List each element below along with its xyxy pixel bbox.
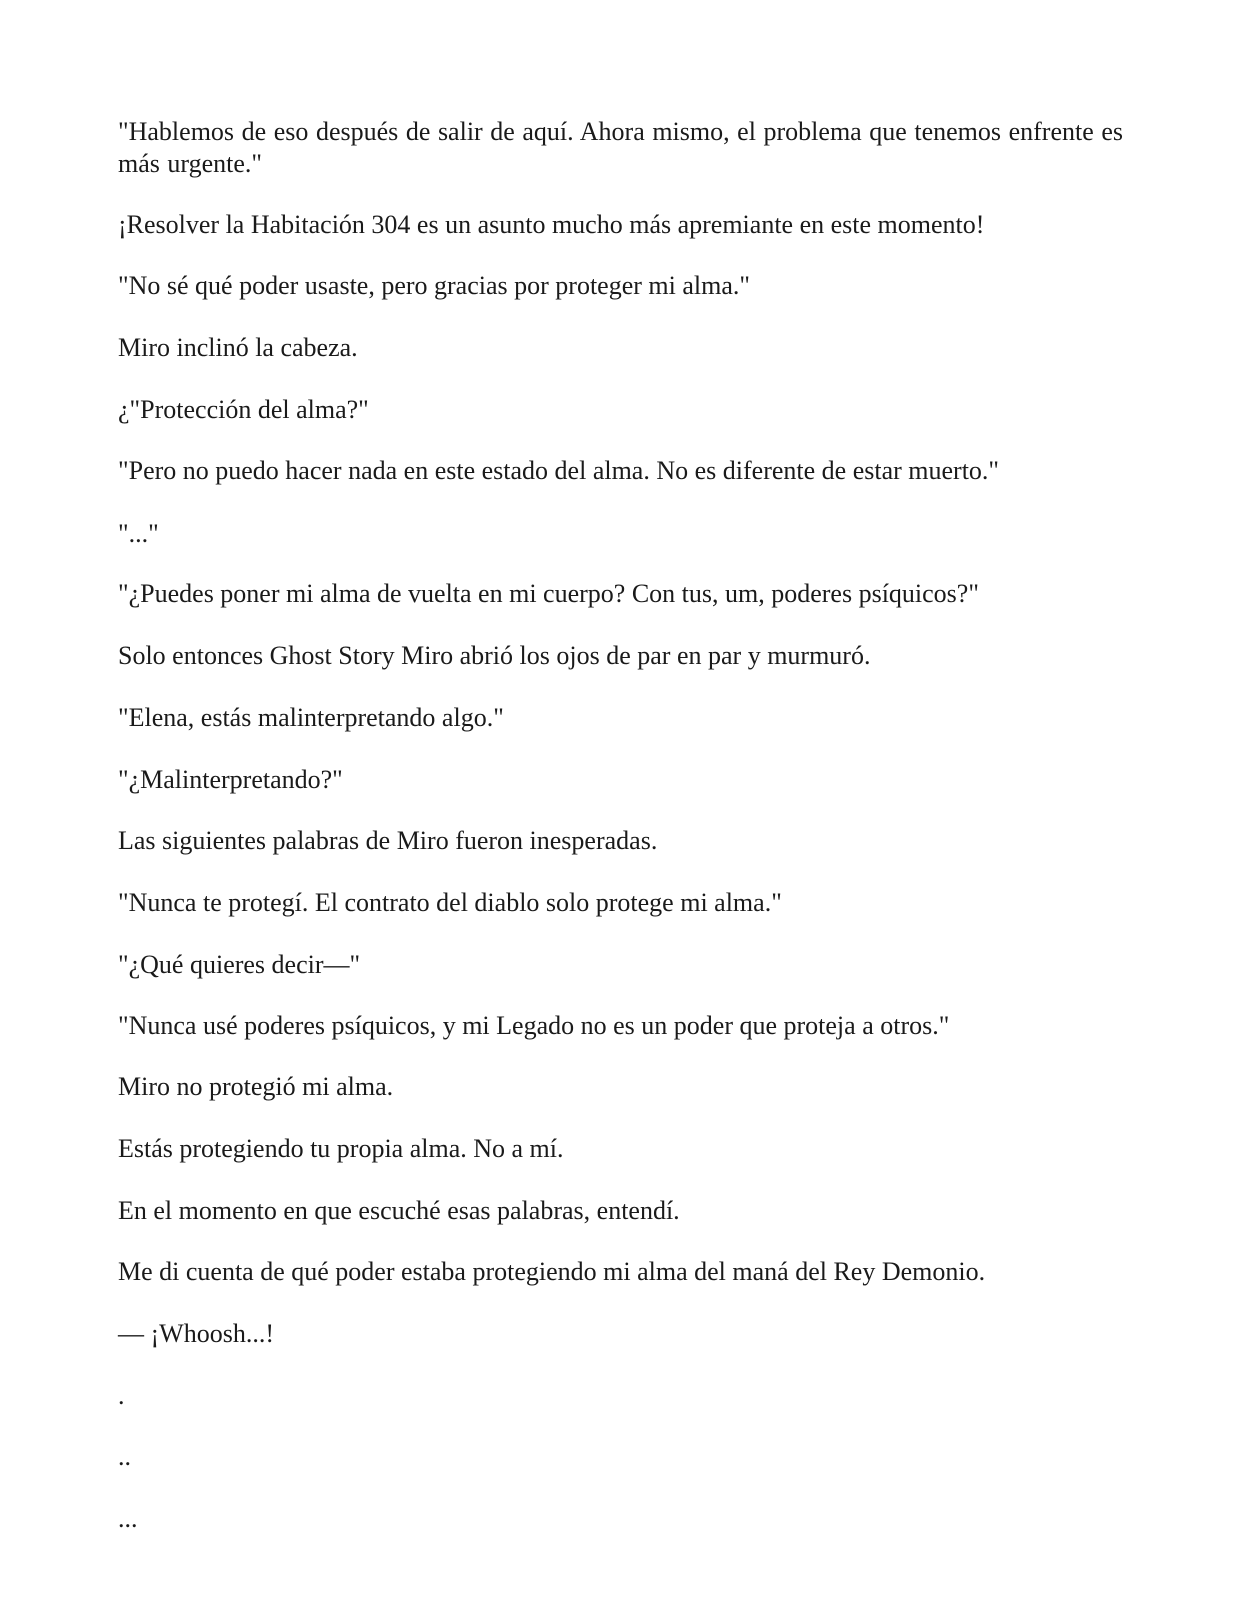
- paragraph-22: ..: [118, 1442, 131, 1471]
- paragraph-18: En el momento en que escuché esas palabras, entendí.: [118, 1196, 680, 1225]
- paragraph-9: Solo entonces Ghost Story Miro abrió los ojos de par en par y murmuró.: [118, 641, 871, 670]
- paragraph-7: "...": [118, 519, 159, 548]
- paragraph-2: ¡Resolver la Habitación 304 es un asunto mucho más apremiante en este momento!: [118, 210, 985, 239]
- paragraph-21: .: [118, 1381, 125, 1410]
- paragraph-11: "¿Malinterpretando?": [118, 765, 343, 794]
- paragraph-14: "¿Qué quieres decir—": [118, 950, 361, 979]
- paragraph-15: "Nunca usé poderes psíquicos, y mi Legado no es un poder que proteja a otros.": [118, 1011, 950, 1040]
- paragraph-6: "Pero no puedo hacer nada en este estado del alma. No es diferente de estar muerto.": [118, 456, 1000, 485]
- paragraph-19: Me di cuenta de qué poder estaba protegiendo mi alma del maná del Rey Demonio.: [118, 1257, 986, 1286]
- paragraph-16: Miro no protegió mi alma.: [118, 1072, 394, 1101]
- paragraph-20: — ¡Whoosh...!: [118, 1319, 274, 1348]
- paragraph-5: ¿"Protección del alma?": [118, 395, 369, 424]
- paragraph-12: Las siguientes palabras de Miro fueron inesperadas.: [118, 826, 658, 855]
- paragraph-4: Miro inclinó la cabeza.: [118, 333, 358, 362]
- paragraph-17: Estás protegiendo tu propia alma. No a mí.: [118, 1134, 564, 1163]
- paragraph-1: "Hablemos de eso después de salir de aquí. Ahora mismo, el problema que tenemos enfrente es más urgente.": [118, 117, 1123, 178]
- paragraph-23: ...: [118, 1504, 138, 1533]
- paragraph-8: "¿Puedes poner mi alma de vuelta en mi cuerpo? Con tus, um, poderes psíquicos?": [118, 579, 979, 608]
- paragraph-10: "Elena, estás malinterpretando algo.": [118, 703, 504, 732]
- paragraph-3: "No sé qué poder usaste, pero gracias por proteger mi alma.": [118, 271, 751, 300]
- paragraph-13: "Nunca te protegí. El contrato del diablo solo protege mi alma.": [118, 888, 782, 917]
